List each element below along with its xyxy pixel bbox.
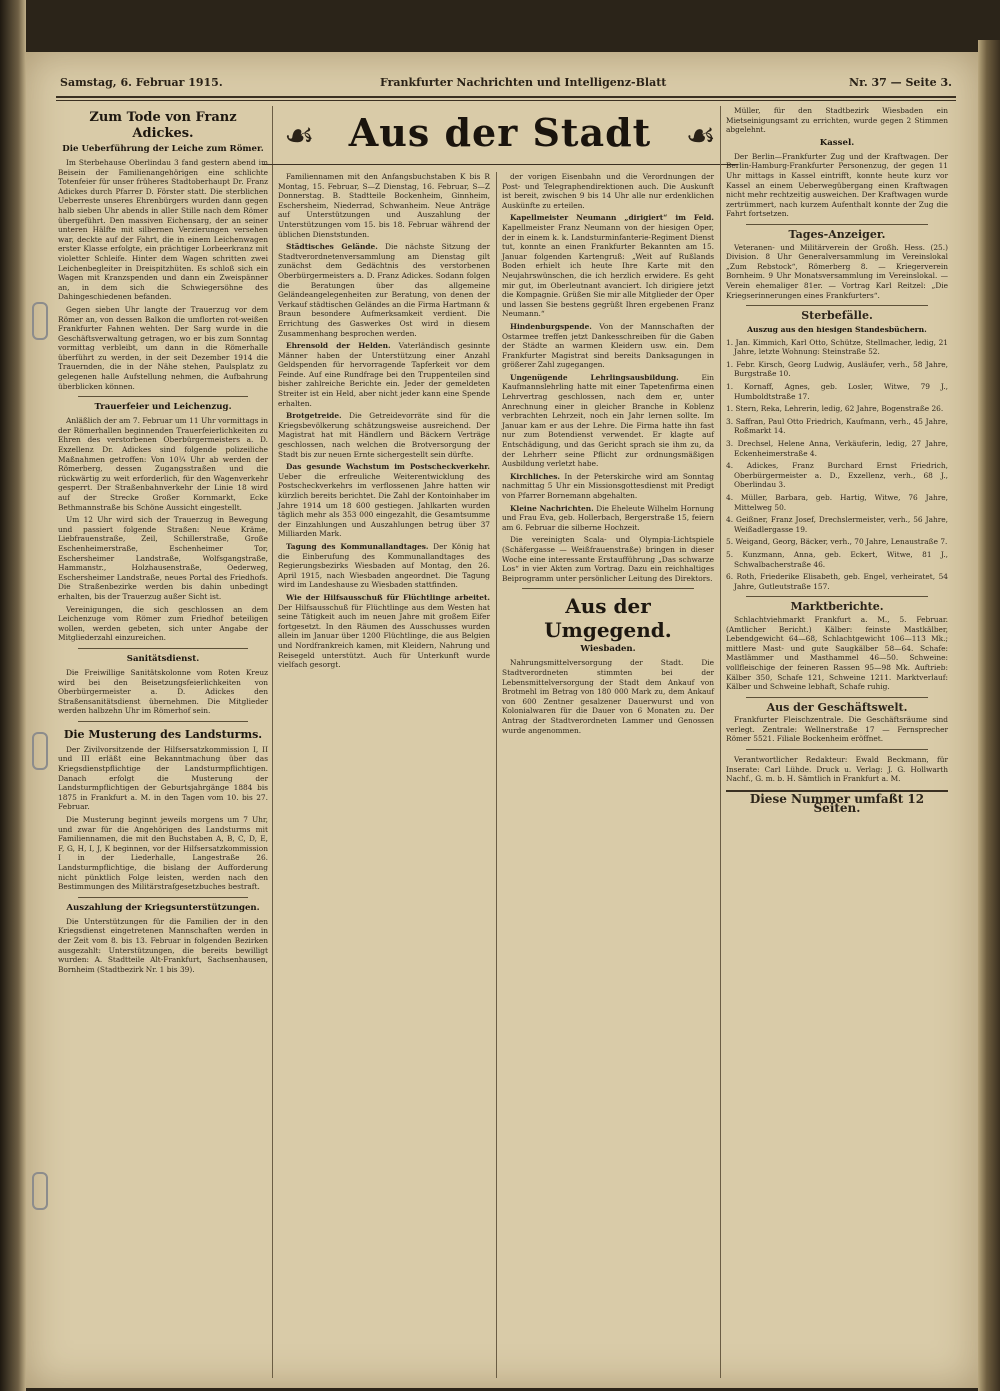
column-1: [58, 106, 268, 977]
paragraph: Um 12 Uhr wird sich der Trauerzug in Bewegung und passiert folgende Straßen: Neue Kräme, Liebfrauenstraße, Zeil, Schillerstraße, Große Eschenheimerstraße, Eschenheimer Tor, Eschersheimer Landstraße, Wolfsgangstraße, Hammanstr., Holzhausenstraße, Oederweg, Eschersheimer Landstraße, neues Portal des Friedhofs. Die Straßenbezirke werden bis dahin unbedingt erhalten, bis der Trauerzug außer Sicht ist.: [58, 515, 268, 601]
divider: [522, 588, 694, 589]
paragraph-text: Kapellmeister Franz Neumann von der hiesigen Oper, der in einem k. k. Landsturminfanterie-Regiment Dienst tut, konnte an einen Frankfurter Bekannten am 15. Januar folgenden Kartengruß: „Weit auf Rußlands Boden erhielt ich heute Ihre Karte mit den Neujahrswünschen, die ich herzlich erwidere. Es geht mir gut, im Oberleutnant avanciert. Ich dirigiere jetzt die Kompagnie. Grüßen Sie mir alle Mitglieder der Oper und lassen Sie bestens gegrüßt Ihren ergebenen Franz Neumann.“: [502, 222, 714, 319]
divider: [746, 749, 928, 750]
paragraph: der vorigen Eisenbahn und die Verordnungen der Post- und Telegraphendirektionen auch. Die Auskunft ist bereit, zwischen 9 bis 14 Uhr alle nur erdenklichen Auskünfte zu erteilen.: [502, 172, 714, 210]
lead-heading: Kleine Nachrichten.: [510, 503, 594, 513]
article-title-landsturm: Die Musterung des Landsturms.: [63, 727, 263, 741]
header-page-number: Nr. 37 — Seite 3.: [849, 76, 952, 89]
section-subtitle: Wiesbaden.: [580, 644, 636, 655]
book-spine: [0, 0, 26, 1391]
section-title: Aus der Stadt: [348, 110, 652, 155]
list-item: 1. Stern, Reka, Lehrerin, ledig, 62 Jahre, Bogenstraße 26.: [726, 404, 944, 414]
column-2: [278, 172, 490, 673]
newspaper-page: [26, 52, 978, 1388]
paragraph: Müller, für den Stadtbezirk Wiesbaden ein Mietseinigungsamt zu errichten, wurde gegen 2 Stimmen abgelehnt.: [726, 106, 948, 135]
paragraph: Gegen sieben Uhr langte der Trauerzug vor dem Römer an, von dessen Balkon die umflorten rot-weißen Frankfurter Fahnen wehten. Der Sarg wurde in die Geschäftsverwaltung getragen, wo er bis zum Sonntag vormittag verbleibt, um dann in die Römerhalle überführt zu werden, in der seit Dezember 1914 die Trauernden, die in der Nähe stehen, Paulsplatz zu gelegenen halle Aufstellung nehmen, die Aufbahrung überblicken können.: [58, 304, 268, 391]
article-subtitle: Die Ueberführung der Leiche zum Römer.: [62, 144, 264, 154]
paragraph: Die Freiwillige Sanitätskolonne vom Roten Kreuz wird bei den Beisetzungsfeierlichkeiten von Oberbürgermeister a. D. Adickes den Straßensanitätsdienst übernehmen. Die Mitglieder werden halbzehn Uhr im Römerhof sein.: [58, 667, 268, 716]
list-item: 6. Roth, Friederike Elisabeth, geb. Engel, verheiratet, 54 Jahre, Gutleutstraße 157.: [726, 572, 948, 591]
column-3: [502, 172, 714, 738]
section-heading: Sanitätsdienst.: [126, 653, 200, 664]
divider: [746, 224, 928, 225]
paragraph-text: Vaterländisch gesinnte Männer haben der Unterstützung einer Anzahl Geldspenden für hervorragende Tapferkeit vor dem Feinde. Auf eine Rundfrage bei den Truppenteilen sind bisher zahlreiche Berichte ein. Jeder der gemeldeten Streiter ist ein Held, aber nicht jeder kann eine Spende erhalten.: [278, 341, 491, 408]
list-item: 1. Febr. Kirsch, Georg Ludwig, Ausläufer, verh., 58 Jahre, Burgstraße 10.: [726, 359, 948, 379]
section-heading: Trauerfeier und Leichenzug.: [94, 402, 232, 413]
paragraph-text: Der König hat die Einberufung des Kommunallandtages des Regierungsbezirks Wiesbaden auf Montag, den 26. April 1915, nach Wiesbaden angeordnet. Die Tagung wird im Landeshause zu Wiesbaden stattfinden.: [278, 541, 490, 590]
list-item: 5. Kunzmann, Anna, geb. Eckert, Witwe, 81 J., Schwalbacherstraße 46.: [726, 549, 948, 569]
section-heading: Kassel.: [819, 137, 855, 148]
paragraph: Anläßlich der am 7. Februar um 11 Uhr vormittags in der Römerhallen beginnenden Trauerfeierlichkeiten zu Ehren des verstorbenen Oberbürgermeisters a. D. Exzellenz Dr. Adickes sind folgende polizeiliche Maßnahmen getroffen: Von 10¼ Uhr ab werden der Römerberg, dessen Zugangsstraßen und die rückwärtig zu weit erforderlich, für den Wagenverkehr gesperrt. Der Straßenbahnverkehr der Linie 18 wird auf der Strecke Großer Kornmarkt, Ecke Bethmannstraße bis Schöne Aussicht eingestellt.: [58, 416, 268, 512]
column-rule: [496, 172, 497, 1378]
divider: [78, 648, 248, 649]
divider: [78, 721, 248, 722]
paragraph-text: Die Getreidevorräte sind für die Kriegsbevölkerung schätzungsweise ausreichend. Der Magistrat hat mit Händlern und Bäckern Verträge geschlossen, nach welchen die Brotversorgung der Stadt bis zur neuen Ernte sichergestellt sein dürfte.: [278, 411, 490, 459]
lead-heading: Ungenügende Lehrlingsausbildung.: [510, 372, 679, 382]
section-masthead: [262, 102, 738, 165]
column-rule: [720, 106, 721, 1378]
paragraph: Die Unterstützungen für die Familien der in den Kriegsdienst eingetretenen Mannschaften werden in der Zeit vom 8. bis 13. Februar in folgenden Bezirken ausgezahlt: Unterstützungen, die bereits bewilligt wurden: A. Stadtteile Alt-Frankfurt, Sachsenhausen, Bornheim (Stadtbezirk Nr. 1 bis 39).: [58, 916, 268, 974]
paragraph: Frankfurter Fleischzentrale. Die Geschäftsräume sind verlegt. Zentrale: Wellnerstraße 17 — Fernsprecher Römer 5521. Filiale Bockenheim eröffnet.: [726, 715, 948, 744]
header-date: Samstag, 6. Februar 1915.: [60, 76, 223, 89]
binder-clip: [32, 302, 48, 340]
list-item: 5. Weigand, Georg, Bäcker, verh., 70 Jahre, Lenaustraße 7.: [726, 537, 948, 547]
paragraph-text: Die nächste Sitzung der Stadtverordnetenversammlung am Dienstag gilt zunächst dem Gedächtnis des verstorbenen Oberbürgermeisters a. D. Franz Adickes. Sodann folgen die Beratungen über das allgemeine Geländeangelegenheiten zur Beratung, von denen der Verkauf städtischen Geländes an die Firma Hartmann & Braun besondere Aufmerksamkeit verdient. Die Errichtung des Gaswerkes Ost wird in diesem Zusammenhang besprochen werden.: [278, 242, 491, 338]
paragraph: Der Zivilvorsitzende der Hilfsersatzkommission I, II und III erläßt eine Bekanntmachung über das Kriegsdienstpflichtige der Landsturmpflichtigen. Danach erfolgt die Musterung der Landsturmpflichtigen der Geburtsjahrgänge 1884 bis 1875 in Frankfurt a. M. in den Tagen vom 10. bis 27. Februar.: [58, 744, 268, 812]
lead-heading: Ehrensold der Helden.: [286, 341, 391, 351]
page-count-notice: Diese Nummer umfaßt 12 Seiten.: [726, 790, 948, 814]
imprint: Verantwortlicher Redakteur: Ewald Beckmann, für Inserate: Carl Lühde. Druck u. Verlag: J. G. Hollwarth Nachf., G. m. b. H. Sämtlich in Frankfurt a. M.: [726, 755, 948, 784]
column-rule: [272, 106, 273, 1378]
divider: [78, 897, 248, 898]
paragraph-text: Von der Mannschaften der Ostarmee treffen jetzt Dankesschreiben für die Gaben der Städte an warmen Kleidern usw. ein. Dem Frankfurter Magistrat sind bereits Danksagungen in größerer Zahl zugegangen.: [502, 321, 714, 370]
lead-heading: Kapellmeister Neumann „dirigiert“ im Feld.: [510, 213, 714, 223]
page-header: [58, 72, 954, 94]
lead-heading: Kirchliches.: [510, 471, 560, 481]
page-stack-edge: [978, 40, 1000, 1391]
section-title-umgegend: Aus der Umgegend.: [544, 594, 672, 643]
death-notices-list: [726, 338, 948, 592]
lead-heading: Tagung des Kommunallandtages.: [286, 541, 429, 551]
list-item: 4. Adickes, Franz Burchard Ernst Friedrich, Oberbürgermeister a. D., Exzellenz, verh., 68 J., Oberlindau 3.: [726, 461, 948, 490]
paragraph-text: Der Hilfsausschuß für Flüchtlinge aus dem Westen hat seine Tätigkeit auch im neuen Jahre mit großem Eifer fortgesetzt. In den Räumen des Ausschusses wurden allein im Januar über 1200 Flüchtlinge, die aus Belgien und Nordfrankreich kamen, mit Kleidern, Nahrung und Reisegeld unterstützt. Auch für Unterkunft wurde vielfach gesorgt.: [278, 602, 490, 670]
binder-clip: [32, 732, 48, 770]
section-title-tagesanzeiger: Tages-Anzeiger.: [788, 227, 886, 241]
lead-heading: Städtisches Gelände.: [286, 242, 378, 252]
lead-heading: Hindenburgspende.: [510, 321, 592, 331]
paragraph: Der Berlin—Frankfurter Zug und der Kraftwagen. Der Berlin-Hamburg-Frankfurter Personenzug, der gegen 11 Uhr mittags in Kassel eintrifft, konnte heute kurz vor Kassel an einem Ueberwegübergang einen Kraftwagen nicht mehr rechtzeitig ausweichen. Der Kraftwagen wurde zertrümmert, nach kurzem Aufenthalt konnte der Zug die Fahrt fortsetzen.: [726, 151, 948, 219]
paragraph-text: Die Eheleute Wilhelm Hornung und Frau Eva, geb. Hollerbach, Bergerstraße 15, feiern am 6. Februar die silberne Hochzeit.: [502, 503, 714, 532]
ornament-left-icon: ☙: [284, 116, 315, 156]
section-title-sterbefaelle: Sterbefälle.: [801, 309, 873, 323]
list-item: 4. Geißner, Franz Josef, Drechslermeister, verh., 56 Jahre, Weißadlergasse 19.: [726, 515, 948, 534]
column-4: [726, 106, 948, 814]
paragraph-text: Ein Kaufmannslehrling hatte mit einer Tapetenfirma einen Lehrvertrag geschlossen, nach dem er, unter Anrechnung einer in gleicher Branche in Koblenz verbrachten Lehrzeit, noch ein Jahr lernen sollte. Im Januar kam er aus der Lehre. Die Firma hatte ihn fast nur zum Botendienst verwendet. Er klagte auf Entschädigung, und das Gericht sprach sie ihm zu, da der Lehrherr seine Pflicht zur ordnungsmäßigen Ausbildung verletzt habe.: [502, 372, 714, 469]
list-item: 1. Jan. Kimmich, Karl Otto, Schütze, Stellmacher, ledig, 21 Jahre, letzte Wohnung: Steinstraße 52.: [726, 337, 948, 357]
section-title-geschaeftswelt: Aus der Geschäftswelt.: [766, 700, 908, 714]
lead-heading: Das gesunde Wachstum im Postscheckverkehr.: [286, 462, 490, 472]
paragraph: Veteranen- und Militärverein der Großh. Hess. (25.) Division. 8 Uhr Generalversammlung im Vereinslokal „Zum Rebstock“, Römerberg 8. — Kriegerverein Bornheim. 9 Uhr Monatsversammlung im Vereinslokal. — Verein ehemaliger 81er. — Vortrag Karl Reitzel: „Die Kriegserinnerungen eines Frankfurters“.: [726, 242, 948, 300]
paragraph: Im Sterbehause Oberlindau 3 fand gestern abend im Beisein der Familienangehörigen eine schlichte Totenfeier für unser früheres Stadtoberhaupt Dr. Franz Adickes durch Pfarrer D. Förster statt. Die sterblichen Ueberreste unseres Ehrenbürgers wurden dann gegen halb sieben Uhr abends in aller Stille nach dem Römer übergeführt. Den massiven Eichensarg, der an seiner unteren Hälfte mit silbernen Verzierungen versehen war, deckte auf der Fahrt, die in einem Leichenwagen erster Klasse erfolgte, ein prächtiger Lorbeerkranz mit violetter Schleife. Hinter dem Wagen schritten zwei Leichenbegleiter in Dreispitzhüten. Es schloß sich ein Wagen mit Kranzspenden und dann ein Zweispänner an, in dem sich die Schwiegersöhne des Dahingeschiedenen befanden.: [58, 158, 268, 302]
paragraph-text: In der Peterskirche wird am Sonntag nachmittag 5 Uhr ein Missionsgottesdienst mit Predigt von Pfarrer Bornemann abgehalten.: [502, 471, 714, 500]
divider: [78, 396, 248, 397]
list-item: 1. Kornaff, Agnes, geb. Losler, Witwe, 79 J., Humboldtstraße 17.: [726, 382, 948, 401]
divider: [746, 596, 928, 597]
paragraph-text: Ueber die erfreuliche Weiterentwicklung des Postscheckverkehrs im verflossenen Jahre hatten wir kürzlich bereits berichtet. Die Zahl der Kontoinhaber im Jahre 1914 um 18 600 gestiegen. Jahlkarten wurden täglich mehr als 353 000 eingezahlt, die Gesamtsumme der Einzahlungen und Auszahlungen betrug über 37 Milliarden Mark.: [278, 471, 490, 539]
lead-heading: Wie der Hilfsausschuß für Flüchtlinge arbeitet.: [286, 592, 490, 602]
divider: [746, 697, 928, 698]
list-item: 4. Müller, Barbara, geb. Hartig, Witwe, 76 Jahre, Mittelweg 50.: [726, 493, 948, 512]
section-subtitle: Auszug aus den hiesigen Standesbüchern.: [747, 324, 927, 334]
article-title-adickes: Zum Tode von Franz Adickes.: [89, 110, 237, 141]
ornament-right-icon: ☙: [685, 116, 716, 156]
list-item: 3. Saffran, Paul Otto Friedrich, Kaufmann, verh., 45 Jahre, Roßmarkt 14.: [726, 416, 948, 436]
paragraph: Die Musterung beginnt jeweils morgens um 7 Uhr, und zwar für die Angehörigen des Landsturms mit Familiennamen, die mit den Buchstaben A, B, C, D, E, F, G, H, I, J, K beginnen, vor der Hilfsersatzkommission I in der Liederhalle, Langestraße 26. Landsturmpflichtige, die bislang der Aufforderung nicht pünktlich Folge leisten, werden nach den Bestimmungen des Militärstrafgesetzbuches bestraft.: [58, 815, 268, 892]
paragraph: Die vereinigten Scala- und Olympia-Lichtspiele (Schäfergasse — Weißfrauenstraße) bringen in dieser Woche eine interessante Erstaufführung „Das schwarze Los“ in vier Akten zum Vortrag. Dazu ein reichhaltiges Beiprogramm unter persönlicher Leitung des Direktors.: [502, 535, 714, 583]
lead-heading: Brotgetreide.: [286, 411, 342, 421]
paragraph: Nahrungsmittelversorgung der Stadt. Die Stadtverordneten stimmten bei der Lebensmittelversorgung der Stadt dem Ankauf von Brotmehl im Betrag von 180 000 Mark zu, dem Ankauf von 600 Zentner gesalzener Dauerwurst und von Kolonialwaren für die Dauer von 6 Monaten zu. Der Antrag der Stadtverordneten Lammer und Genossen wurde angenommen.: [502, 658, 714, 735]
divider: [746, 305, 928, 306]
header-paper-name: Frankfurter Nachrichten und Intelligenz-Blatt: [380, 76, 667, 89]
section-title-marktberichte: Marktberichte.: [790, 600, 884, 614]
header-rule: [56, 96, 956, 101]
paragraph: Vereinigungen, die sich geschlossen an dem Leichenzuge vom Römer zum Friedhof beteiligen wollen, werden gebeten, sich unter Angabe der Mitgliederzahl einzureichen.: [58, 604, 268, 643]
binder-clip: [32, 1172, 48, 1210]
paragraph: Schlachtviehmarkt Frankfurt a. M., 5. Februar. (Amtlicher Bericht.) Kälber: feinste Mastkälber, Lebendgewicht 64—68, Schlachtgewicht 106—113 Mk.; mittlere Mast- und gute Saugkälber 58—64. Schafe: Mastlämmer und Masthammel 46—50. Schweine: vollfleischige der feineren Rassen 95—98 Mk. Auftrieb: Kälber 350, Schafe 121, Schweine 1211. Marktverlauf: Kälber und Schweine lebhaft, Schafe ruhig.: [726, 614, 948, 692]
list-item: 3. Drechsel, Helene Anna, Verkäuferin, ledig, 27 Jahre, Eckenheimerstraße 4.: [726, 439, 948, 458]
paragraph: Familiennamen mit den Anfangsbuchstaben K bis R Montag, 15. Februar, S—Z Dienstag, 16. Februar, S—Z Donnerstag. B. Stadtteile Bockenheim, Ginnheim, Eschersheim, Niederrad, Schwanheim. Neue Anträge auf Unterstützungen und Auszahlung der Unterstützungen vom 15. bis 18. Februar während der üblichen Dienststunden.: [278, 172, 490, 239]
section-heading: Auszahlung der Kriegsunterstützungen.: [66, 902, 260, 913]
